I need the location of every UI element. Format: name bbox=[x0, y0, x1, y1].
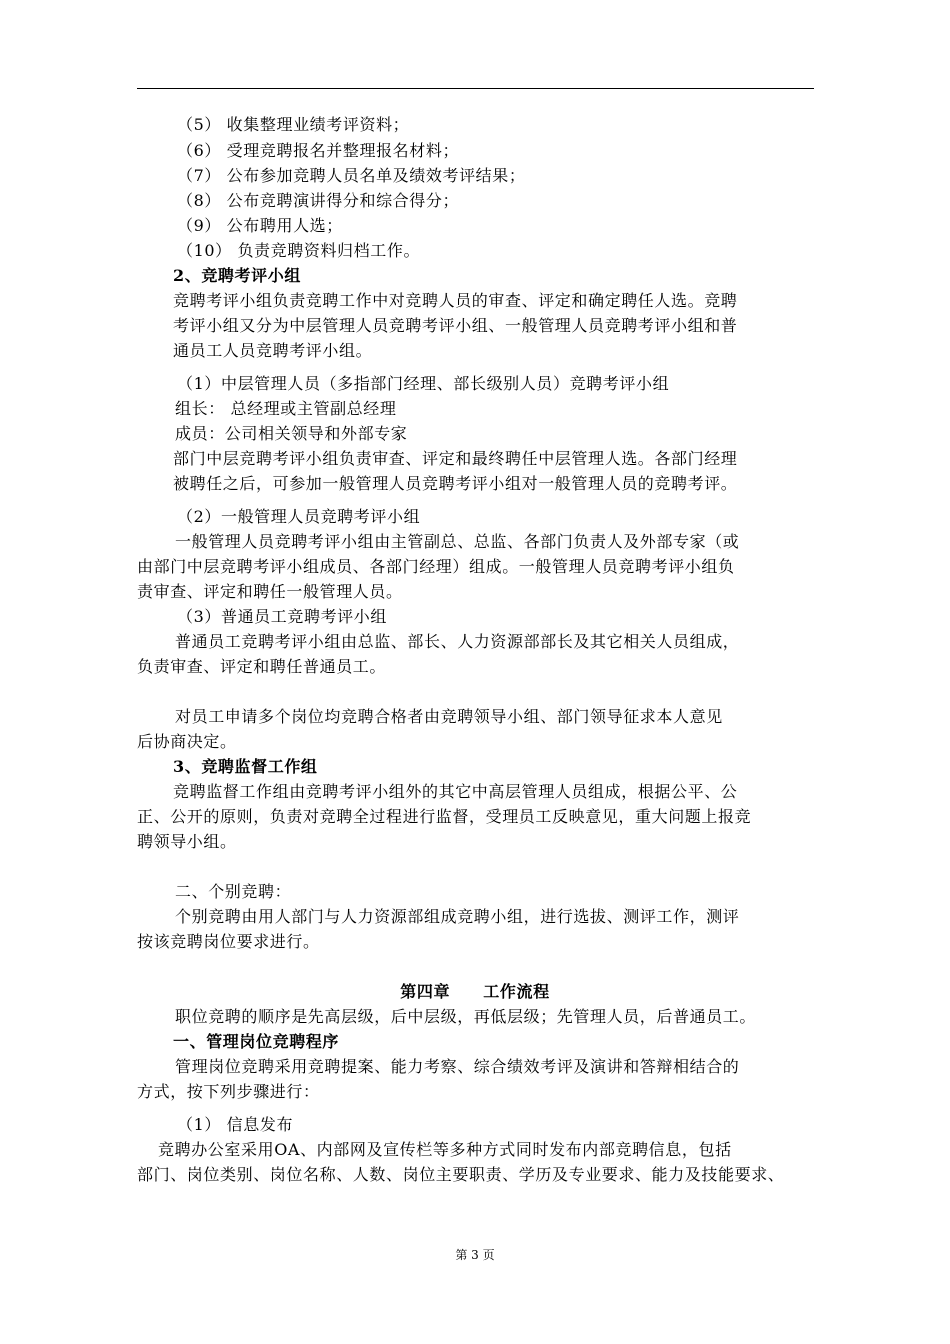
text-line: 由部门中层竞聘考评小组成员、各部门经理）组成。一般管理人员竞聘考评小组负 bbox=[137, 557, 735, 576]
text-line: 个别竞聘由用人部门与人力资源部组成竞聘小组，进行选拔、测评工作，测评 bbox=[175, 907, 740, 926]
text-line: 考评小组又分为中层管理人员竞聘考评小组、一般管理人员竞聘考评小组和普 bbox=[173, 316, 738, 335]
text-line: 部门中层竞聘考评小组负责审查、评定和最终聘任中层管理人选。各部门经理 bbox=[173, 449, 738, 468]
text-line: （7） 公布参加竞聘人员名单及绩效考评结果； bbox=[177, 166, 526, 185]
text-line: （6） 受理竞聘报名并整理报名材料； bbox=[177, 141, 460, 160]
text-line: 二、个别竞聘： bbox=[175, 882, 292, 901]
text-line: 负责审查、评定和聘任普通员工。 bbox=[137, 657, 387, 676]
text-line: 责审查、评定和聘任一般管理人员。 bbox=[137, 582, 403, 601]
text-line: 按该竞聘岗位要求进行。 bbox=[137, 932, 320, 951]
page-number: 第 3 页 bbox=[455, 1248, 495, 1262]
text-line: 普通员工竞聘考评小组由总监、部长、人力资源部部长及其它相关人员组成， bbox=[175, 632, 740, 651]
text-line: 聘领导小组。 bbox=[137, 832, 237, 851]
text-line: （1）中层管理人员（多指部门经理、部长级别人员）竞聘考评小组 bbox=[177, 374, 670, 393]
text-line: （5） 收集整理业绩考评资料； bbox=[177, 115, 410, 134]
text-line: 部门、岗位类别、岗位名称、人数、岗位主要职责、学历及专业要求、能力及技能要求、 bbox=[137, 1165, 785, 1184]
text-line: 对员工申请多个岗位均竞聘合格者由竞聘领导小组、部门领导征求本人意见 bbox=[175, 707, 723, 726]
text-line: （8） 公布竞聘演讲得分和综合得分； bbox=[177, 191, 460, 210]
text-line: 通员工人员竞聘考评小组。 bbox=[173, 341, 373, 360]
section-heading: 3、竞聘监督工作组 bbox=[173, 757, 318, 776]
text-line: 成员：公司相关领导和外部专家 bbox=[175, 424, 408, 443]
text-line: 被聘任之后，可参加一般管理人员竞聘考评小组对一般管理人员的竞聘考评。 bbox=[173, 474, 738, 493]
text-line: （9） 公布聘用人选； bbox=[177, 216, 343, 235]
text-line: 后协商决定。 bbox=[137, 732, 237, 751]
text-line: 竞聘办公室采用OA、内部网及宣传栏等多种方式同时发布内部竞聘信息，包括 bbox=[158, 1140, 732, 1159]
header-rule bbox=[137, 88, 814, 89]
text-line: （3）普通员工竞聘考评小组 bbox=[177, 607, 387, 626]
text-line: 竞聘考评小组负责竞聘工作中对竞聘人员的审查、评定和确定聘任人选。竞聘 bbox=[173, 291, 738, 310]
text-line: 组长： 总经理或主管副总经理 bbox=[175, 399, 397, 418]
section-heading: 一、管理岗位竞聘程序 bbox=[173, 1032, 340, 1051]
text-line: （10） 负责竞聘资料归档工作。 bbox=[177, 241, 421, 260]
text-line: 方式，按下列步骤进行： bbox=[137, 1082, 320, 1101]
text-line: 职位竞聘的顺序是先高层级，后中层级，再低层级；先管理人员，后普通员工。 bbox=[175, 1007, 757, 1026]
text-line: 竞聘监督工作组由竞聘考评小组外的其它中高层管理人员组成，根据公平、公 bbox=[173, 782, 738, 801]
text-line: 正、公开的原则，负责对竞聘全过程进行监督，受理员工反映意见，重大问题上报竞 bbox=[137, 807, 752, 826]
section-heading: 2、竞聘考评小组 bbox=[173, 266, 301, 285]
text-line: （1） 信息发布 bbox=[177, 1115, 294, 1134]
text-line: （2）一般管理人员竞聘考评小组 bbox=[177, 507, 421, 526]
chapter-title: 第四章 工作流程 bbox=[400, 982, 550, 1001]
text-line: 一般管理人员竞聘考评小组由主管副总、总监、各部门负责人及外部专家（或 bbox=[175, 532, 740, 551]
text-line: 管理岗位竞聘采用竞聘提案、能力考察、综合绩效考评及演讲和答辩相结合的 bbox=[175, 1057, 740, 1076]
